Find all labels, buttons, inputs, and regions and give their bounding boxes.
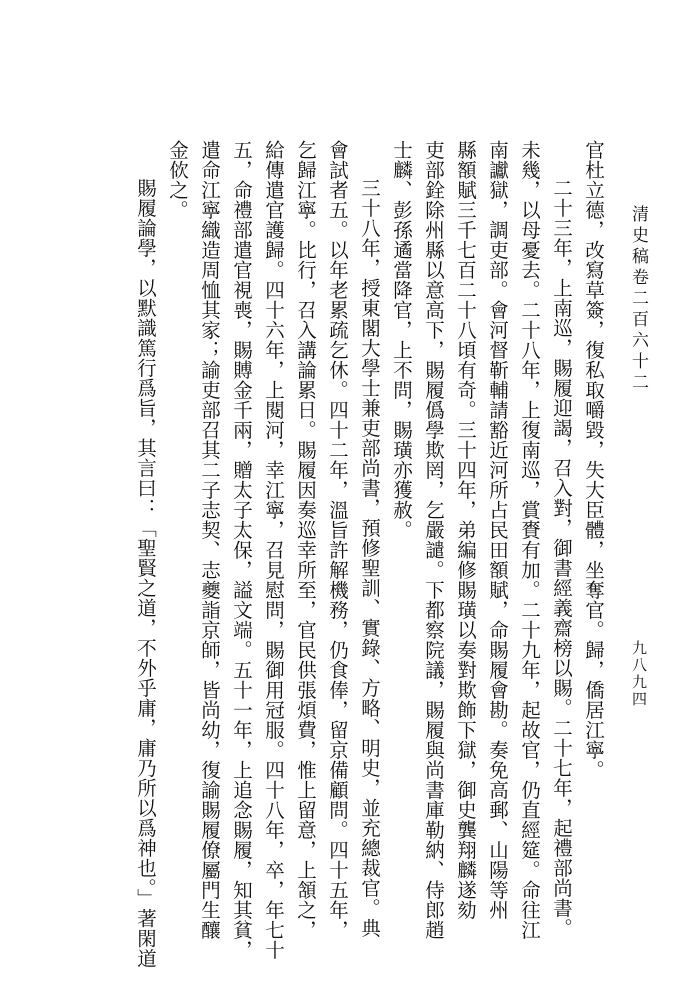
text-column: 五，命禮部遣官視喪，賜賻金千兩，贈太子太保，謚文端。五十一年，上追念賜履，知其貧， (230, 140, 253, 960)
text-column: 三十八年，授東閣大學士兼吏部尚書，預修聖訓、實錄、方略、明史，並充總裁官。典 (358, 178, 381, 938)
running-header: 清史稿卷二百六十二 (628, 205, 648, 394)
text-column: 會試者五。以年老累疏乞休。四十二年，溫旨許解機務，仍食俸，留京備顧問。四十五年， (326, 140, 349, 940)
text-column: 吏部銓除州縣以意高下，賜履僞學欺罔，乞嚴譴。下都察院議，賜履與尚書庫勒納、侍郎趙 (422, 140, 445, 940)
text-column: 遣命江寧織造周恤其家；諭吏部召其二子志契、志夔詣京師，皆尚幼，復諭賜履僚屬門生釀 (198, 140, 221, 940)
text-column: 乞歸江寧。比行，召入講論累日。賜履因奏巡幸所至，官民供張煩費，惟上留意，上頷之， (294, 140, 317, 940)
text-column: 賜履論學，以默識篤行爲旨，其言曰：「聖賢之道，不外乎庸，庸乃所以爲神也。」著閑道 (134, 178, 157, 969)
text-column: 未幾，以母憂去。二十八年，上復南巡，賞賚有加。二十九年，起故官，仍直經筵。命往江 (518, 140, 541, 940)
text-column: 南讞獄，調吏部。會河督靳輔請豁近河所占民田額賦，命賜履會勘。奏免高郵、山陽等州 (486, 140, 509, 920)
page-number: 九八九四 (630, 640, 648, 708)
body-text (129, 140, 609, 990)
text-column: 給傳遣官護歸。四十六年，上閱河，幸江寧，召見慰問，賜御用冠服。四十八年，卒，年七十 (262, 140, 285, 960)
text-column: 官杜立德，改寫草簽，復私取嚼毀，失大臣體，坐奪官。歸，僑居江寧。 (582, 140, 605, 780)
text-column: 士麟、彭孫遹當降官，上不問，賜璜亦獲赦。 (390, 140, 413, 540)
text-column: 二十三年，上南巡，賜履迎謁，召入對，御書經義齋榜以賜。二十七年，起禮部尚書。 (550, 178, 573, 938)
text-column: 縣額賦三千七百二十八頃有奇。三十四年，弟編修賜璜以奏對欺飾下獄，御史龔翔麟遂劾 (454, 140, 477, 920)
text-column: 金佽之。 (166, 140, 189, 220)
